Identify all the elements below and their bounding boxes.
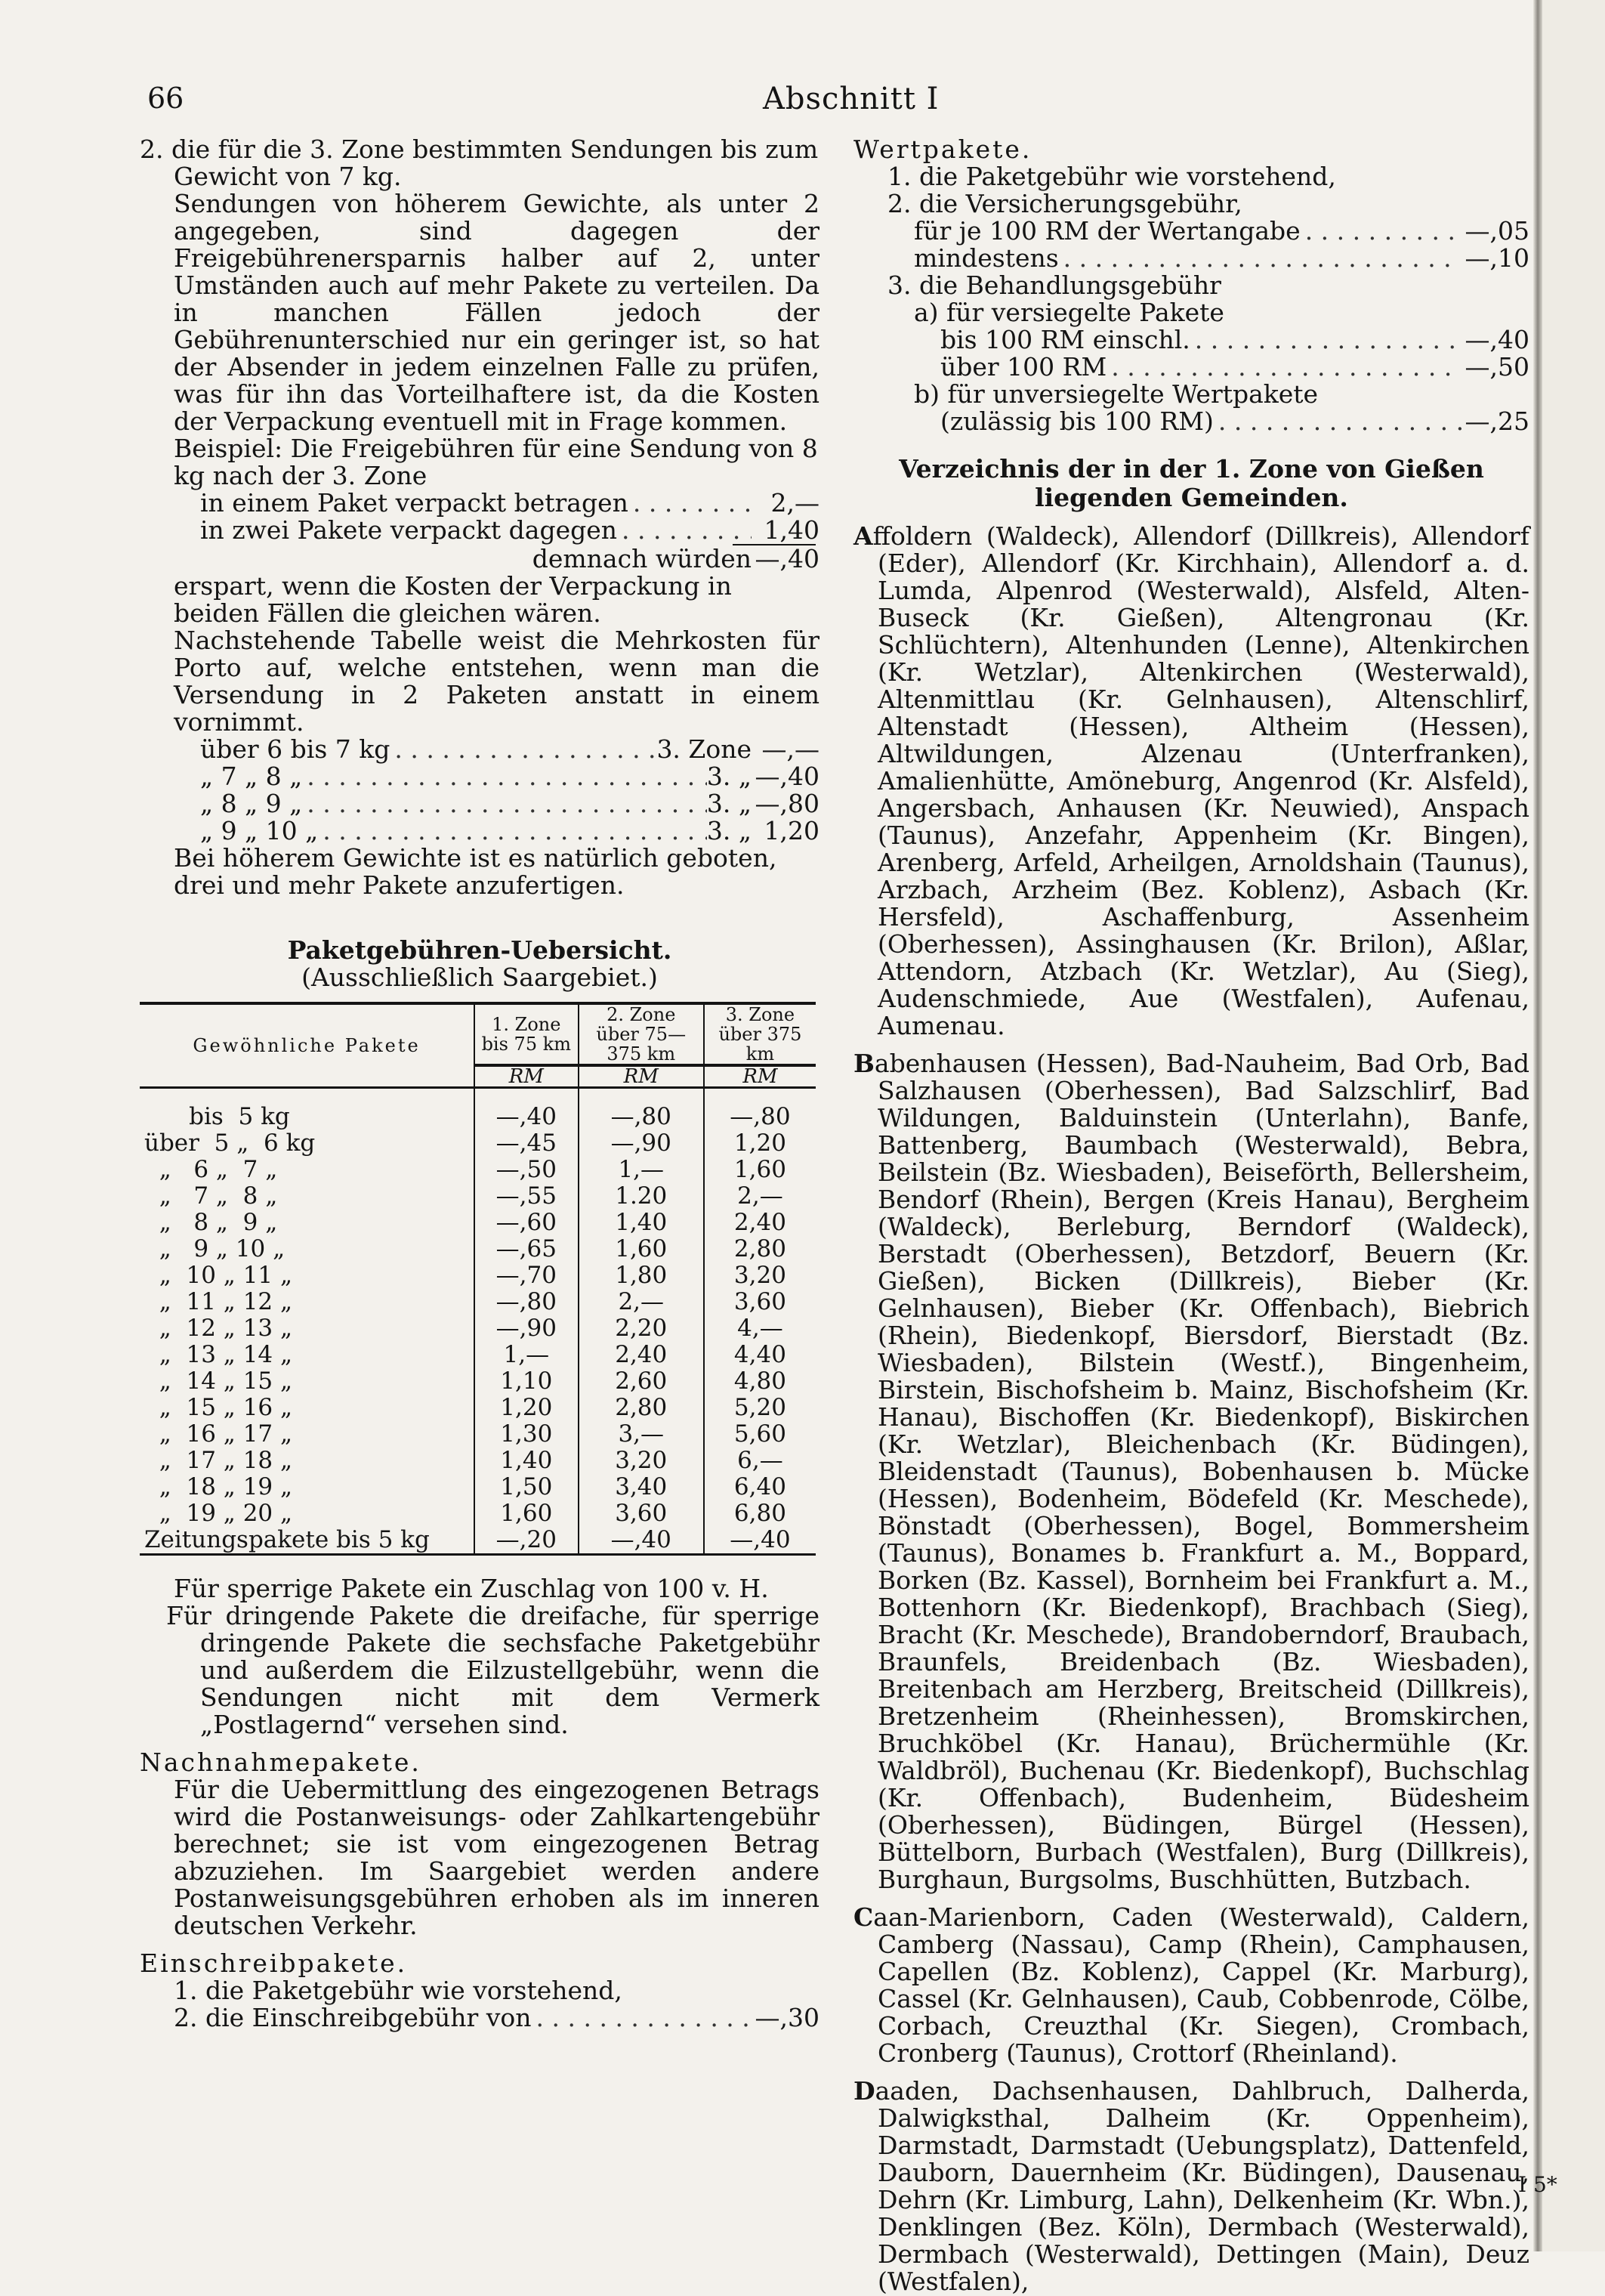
paragraph: Für dringende Pakete die dreifache, für sperrige dringende Pakete die sechsfache Paketgebühr und außerdem die Eilzustellgebühr, wenn die Sendungen nicht mit dem Vermerk „Postlagernd“ versehen sind. (166, 1601, 819, 1739)
list-item: 1. die Paketgebühr wie vorstehend, (174, 1976, 622, 2005)
paragraph: Für die Uebermittlung des eingezogenen Betrags wird die Postanweisungs- oder Zahlkartengebühr berechnet; sie ist vom eingezogenen Betrag abzuziehen. Im Saargebiet werden andere Postanweisungsgebühren erhoben als im inneren deutschen Verkehr. (174, 1775, 819, 1940)
section-heading: Wertpakete. (853, 134, 1032, 164)
paragraph: Nachstehende Tabelle weist die Mehrkosten für Porto auf, welche entstehen, wenn man die Versendung in 2 Paketen anstatt in einem vornimmt. (174, 626, 819, 737)
list-item: 1. die Paketgebühr wie vorstehend, (887, 162, 1336, 191)
table-header: 2. Zone über 75—375 km (579, 1003, 704, 1065)
section-title: Verzeichnis der in der 1. Zone von Gießen liegenden Gemeinden. (899, 454, 1484, 512)
table-row: „ 16 „ 17 „ 1,30 3,— 5,60 (140, 1421, 816, 1448)
fee-table (140, 1002, 816, 1556)
list-item: „ 8 „ 9 „ . . . 3. „ —,80 (200, 790, 819, 817)
table-row: „ 19 „ 20 „ 1,60 3,60 6,80 (140, 1500, 816, 1527)
table-header: Gewöhnliche Pakete (140, 1003, 474, 1088)
table-header: 1. Zone bis 75 km (474, 1003, 579, 1065)
left-column (140, 136, 819, 2032)
paragraph: 2. die für die 3. Zone bestimmten Sendungen bis zum Gewicht von 7 kg. (140, 134, 819, 191)
table-row: über 5 „ 6 kg —,45 —,90 1,20 (140, 1130, 816, 1157)
list-item: 2. die Versicherungsgebühr, (887, 189, 1242, 218)
table-row: „ 7 „ 8 „ —,55 1.20 2,— (140, 1183, 816, 1210)
right-column (853, 136, 1529, 2295)
table-header: 3. Zone über 375 km (704, 1003, 816, 1065)
paragraph: Für sperrige Pakete ein Zuschlag von 100 v. H. (174, 1574, 769, 1603)
table-title: Paketgebühren-Uebersicht. (287, 935, 672, 965)
table-row: „ 10 „ 11 „ —,70 1,80 3,20 (140, 1262, 816, 1289)
list-item: 3. die Behandlungsgebühr (887, 270, 1221, 300)
paragraph: Beispiel: Die Freigebühren für eine Sendung von 8 kg nach der 3. Zone (174, 434, 818, 490)
list-item: (zulässig bis 100 RM) . . . —,25 (853, 408, 1529, 435)
list-item: über 100 RM . . . —,50 (853, 354, 1529, 381)
unit-label: RM (579, 1065, 704, 1088)
list-item: für je 100 RM der Wertangabe . . . —,05 (853, 218, 1529, 245)
table-row: „ 11 „ 12 „ —,80 2,— 3,60 (140, 1289, 816, 1315)
table-row: „ 14 „ 15 „ 1,10 2,60 4,80 (140, 1368, 816, 1395)
table-row: „ 8 „ 9 „ —,60 1,40 2,40 (140, 1210, 816, 1236)
signature-mark: I 5* (1518, 2172, 1557, 2197)
table-row: bis 5 kg —,40 —,80 —,80 (140, 1104, 816, 1130)
table-row: „ 17 „ 18 „ 1,40 3,20 6,— (140, 1448, 816, 1474)
unit-label: RM (474, 1065, 579, 1088)
example-line: demnach würden —,40 (532, 544, 819, 573)
list-item: Daaden, Dachsenhausen, Dahlbruch, Dalherda, Dalwigksthal, Dalheim (Kr. Oppenheim), Darmstadt, Darmstadt (Uebungsplatz), Dattenfeld, Dauborn, Dauernheim (Kr. Büdingen), Dausenau, Dehrn (Kr. Limburg, Lahn), Delkenheim (Kr. Wbn.), Denklingen (Bez. Köln), Dermbach (Westerwald), Dermbach (Westerwald), Dettingen (Main), Deuz (Westfalen), (853, 2076, 1529, 2296)
list-item: mindestens . . . —,10 (853, 245, 1529, 272)
table-subtitle: (Ausschließlich Saargebiet.) (301, 963, 658, 992)
page-gutter (1533, 0, 1542, 2251)
page-number: 66 (147, 82, 184, 115)
page-header-title: Abschnitt I (763, 82, 940, 116)
mehrkosten-list (140, 736, 819, 845)
list-item: b) für unversiegelte Wertpakete (914, 379, 1319, 409)
table-row: Zeitungspakete bis 5 kg —,20 —,40 —,40 (140, 1527, 816, 1555)
list-item: a) für versiegelte Pakete (914, 298, 1224, 327)
table-row: „ 13 „ 14 „ 1,— 2,40 4,40 (140, 1342, 816, 1368)
list-item: Affoldern (Waldeck), Allendorf (Dillkreis), Allendorf (Eder), Allendorf (Kr. Kirchhain), Allendorf a. d. Lumda, Alpenrod (Westerwald), Alsfeld, Alten-Buseck (Kr. Gießen), Altengronau (Kr. Schlüchtern), Altenhunden (Lenne), Altenkirchen (Kr. Wetzlar), Altenkirchen (Westerwald), Altenmittlau (Kr. Gelnhausen), Altenschlirf, Altenstadt (Hessen), Altheim (Hessen), Altwildungen, Alzenau (Unterfranken), Amalienhütte, Amöneburg, Angenrod (Kr. Alsfeld), Angersbach, Anhausen (Kr. Neuwied), Anspach (Taunus), Anzefahr, Appenheim (Kr. Bingen), Arenberg, Arfeld, Arheilgen, Arnoldshain (Taunus), Arzbach, Arzheim (Bez. Koblenz), Asbach (Kr. Hersfeld), Aschaffenburg, Assenheim (Oberhessen), Assinghausen (Kr. Brilon), Aßlar, Attendorn, Atzbach (Kr. Wetzlar), Au (Sieg), Audenschmiede, Aue (Westfalen), Aufenau, Aumenau. (853, 521, 1529, 1040)
paragraph: Bei höherem Gewichte ist es natürlich geboten, drei und mehr Pakete anzufertigen. (174, 843, 777, 900)
list-item: 2. die Einschreibgebühr von . . . —,30 (140, 2004, 819, 2032)
paragraph: erspart, wenn die Kosten der Verpackung in beiden Fällen die gleichen wären. (174, 571, 732, 628)
table-row: „ 6 „ 7 „ —,50 1,— 1,60 (140, 1157, 816, 1183)
table-row: „ 15 „ 16 „ 1,20 2,80 5,20 (140, 1395, 816, 1421)
list-item: „ 7 „ 8 „ . . . 3. „ —,40 (200, 763, 819, 790)
list-item: bis 100 RM einschl. . . . —,40 (853, 326, 1529, 354)
table-row: „ 12 „ 13 „ —,90 2,20 4,— (140, 1315, 816, 1342)
list-item: Babenhausen (Hessen), Bad-Nauheim, Bad Orb, Bad Salzhausen (Oberhessen), Bad Salzschlirf, Bad Wildungen, Balduinstein (Unterlahn), Banfe, Battenberg, Baumbach (Westerwald), Bebra, Beilstein (Bz. Wiesbaden), Beiseförth, Bellersheim, Bendorf (Rhein), Bergen (Kreis Hanau), Bergheim (Waldeck), Berleburg, Berndorf (Waldeck), Berstadt (Oberhessen), Betzdorf, Beuern (Kr. Gießen), Bicken (Dillkreis), Bieber (Kr. Gelnhausen), Bieber (Kr. Offenbach), Biebrich (Rhein), Biedenkopf, Biersdorf, Bierstadt (Bz. Wiesbaden), Bilstein (Westf.), Bingenheim, Birstein, Bischofsheim b. Mainz, Bischofsheim (Kr. Hanau), Bischoffen (Kr. Biedenkopf), Biskirchen (Kr. Wetzlar), Bleichenbach (Kr. Büdingen), Bleidenstadt (Taunus), Bobenhausen b. Mücke (Hessen), Bodenheim, Bödefeld (Kr. Meschede), Bönstadt (Oberhessen), Bogel, Bommersheim (Taunus), Bonames b. Frankfurt a. M., Boppard, Borken (Bz. Kassel), Bornheim bei Frankfurt a. M., Bottenhorn (Kr. Biedenkopf), Brachbach (Sieg), Bracht (Kr. Meschede), Brandoberndorf, Braubach, Braunfels, Breidenbach (Bz. Wiesbaden), Breitenbach am Herzberg, Breitscheid (Dillkreis), Bretzenheim (Rheinhessen), Bromskirchen, Bruchköbel (Kr. Hanau), Brüchermühle (Kr. Waldbröl), Buchenau (Kr. Biedenkopf), Buchschlag (Kr. Offenbach), Budenheim, Büdesheim (Oberhessen), Büdingen, Bürgel (Hessen), Büttelborn, Burbach (Westfalen), Burg (Dillkreis), Burghaun, Burgsolms, Buschhütten, Butzbach. (853, 1049, 1529, 1894)
example-line: in einem Paket verpackt betragen . . . 2,— (140, 490, 819, 517)
unit-label: RM (704, 1065, 816, 1088)
section-heading: Nachnahmepakete. (140, 1747, 421, 1777)
adjacent-page-edge (1542, 0, 1605, 2251)
list-item: Caan-Marienborn, Caden (Westerwald), Caldern, Camberg (Nassau), Camp (Rhein), Camphausen, Capellen (Bz. Koblenz), Cappel (Kr. Marburg), Cassel (Kr. Gelnhausen), Caub, Cobbenrode, Cölbe, Corbach, Creuzthal (Kr. Siegen), Crombach, Cronberg (Taunus), Crottorf (Rheinland). (853, 1902, 1529, 2068)
example-line: in zwei Pakete verpackt dagegen . . . 1,40 (140, 517, 819, 544)
paragraph: Sendungen von höherem Gewichte, als unter 2 angegeben, sind dagegen der Freigebührenersparnis halber auf 2, unter Umständen auch auf mehr Pakete zu verteilen. Da in manchen Fällen jedoch der Gebührenunterschied nur ein geringer ist, so hat der Absender in jedem einzelnen Falle zu prüfen, was für ihn das Vorteilhaftere ist, da die Kosten der Verpackung eventuell mit in Frage kommen. (174, 189, 819, 436)
section-heading: Einschreibpakete. (140, 1948, 408, 1978)
table-row: „ 9 „ 10 „ —,65 1,60 2,80 (140, 1236, 816, 1262)
list-item: über 6 bis 7 kg . . . 3. Zone —,— (200, 736, 819, 763)
list-item: „ 9 „ 10 „ . . . 3. „ 1,20 (200, 817, 819, 845)
table-row: „ 18 „ 19 „ 1,50 3,40 6,40 (140, 1474, 816, 1500)
